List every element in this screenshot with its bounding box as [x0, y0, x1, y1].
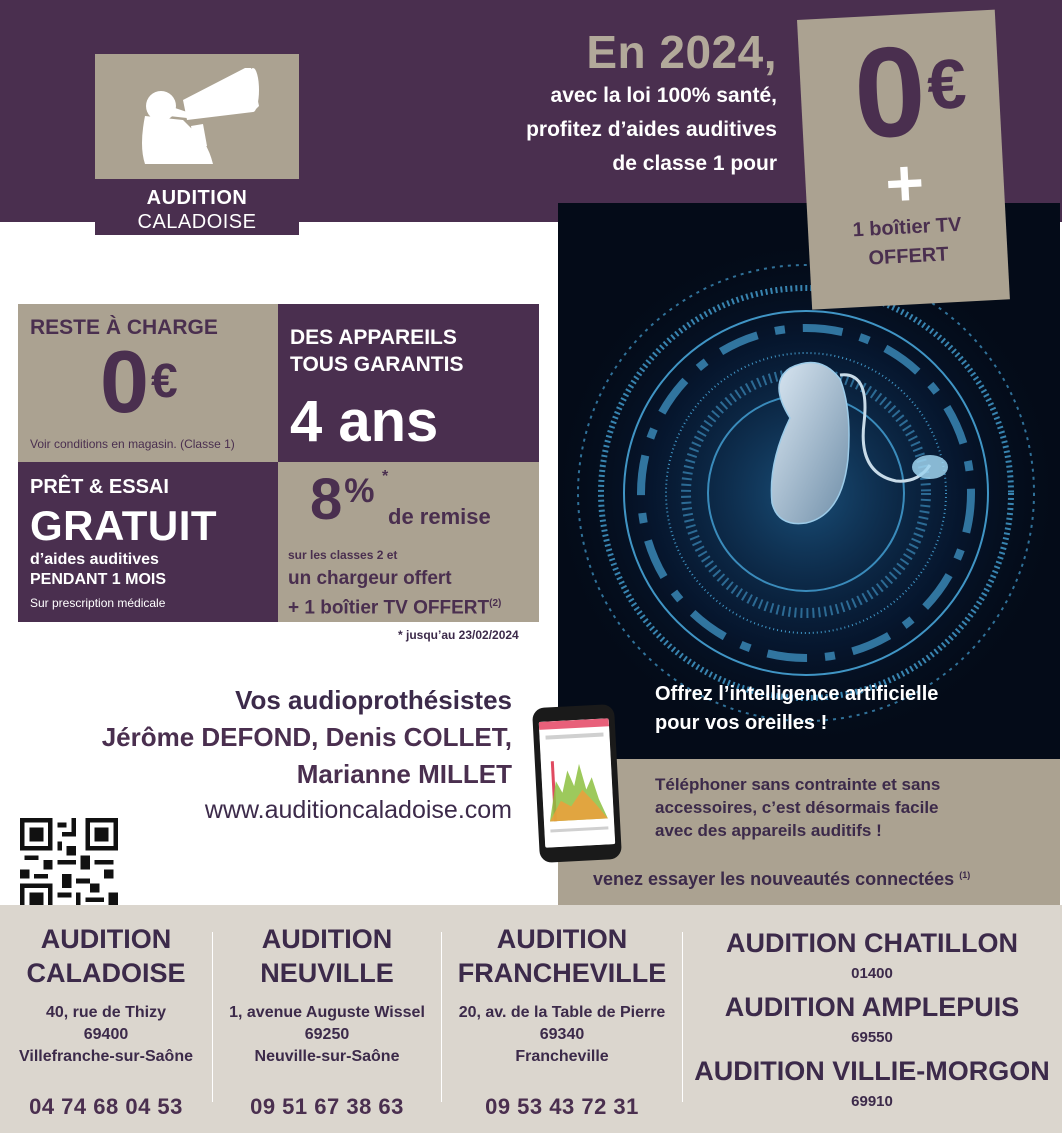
store-name-line2: FRANCHEVILLE [457, 958, 667, 988]
store-address [213, 1002, 441, 1068]
phone-line1: Téléphoner sans contrainte et sans [655, 775, 941, 794]
offer-garantie [278, 304, 539, 462]
essai-desc [30, 550, 166, 590]
remise-extras [288, 566, 501, 620]
store-phone[interactable]: 04 74 68 04 53 [29, 1094, 183, 1119]
store-city: Neuville-sur-Saône [254, 1048, 400, 1065]
remise-line2: + 1 boîtier TV OFFERT [288, 597, 490, 619]
garantie-line2: TOUS GARANTIS [290, 353, 464, 376]
headline-line2: profitez d’aides auditives [526, 118, 777, 141]
store-name-line1: AUDITION [261, 924, 393, 954]
tag-offer-line2: OFFERT [868, 243, 950, 270]
price-tag [797, 10, 1010, 310]
brand-name-line1: AUDITION [146, 187, 248, 209]
qr-code-image [20, 818, 118, 916]
offer-essai [18, 462, 278, 622]
garantie-title [290, 324, 463, 378]
smartphone-image [532, 704, 622, 863]
staff-heading: Vos audioprothésistes [235, 685, 512, 715]
store-postcode: 69400 [83, 1026, 129, 1043]
remise-line1: un chargeur offert [288, 568, 452, 589]
headline [526, 25, 777, 181]
headline-year: En 2024, [586, 26, 777, 78]
reste-title: RESTE À CHARGE [30, 316, 218, 339]
store-street: 20, av. de la Table de Pierre [458, 1004, 666, 1021]
ai-line1: Offrez l’intelligence artificielle [655, 683, 939, 705]
store-postcode: 69340 [539, 1026, 585, 1043]
store-name-line2: CALADOISE [26, 958, 186, 988]
try-ref: (1) [959, 870, 971, 880]
tag-plus: + [883, 144, 926, 221]
tag-amount: 0 € [850, 19, 969, 167]
store-city: Francheville [515, 1048, 609, 1065]
essai-line2: d’aides auditives [30, 551, 159, 568]
brand-name-bar [95, 179, 299, 235]
store-francheville [442, 922, 682, 1119]
other-stores [683, 928, 1061, 1110]
store-name-line2: NEUVILLE [260, 958, 394, 988]
other-store-postcode: 01400 [851, 965, 893, 982]
store-name-line1: AUDITION [40, 924, 172, 954]
remise-label: de remise [388, 504, 491, 529]
garantie-line1: DES APPAREILS [290, 326, 457, 349]
remise-value: 8 % [310, 467, 375, 532]
store-street: 40, rue de Thizy [45, 1004, 167, 1021]
qr-code[interactable] [18, 816, 120, 918]
brand-name-line2: CALADOISE [137, 211, 257, 233]
phone-line2: accessoires, c’est désormais facile [655, 798, 939, 817]
other-store-name: AUDITION AMPLEPUIS [724, 992, 1020, 1022]
offer-footnote: * jusqu’au 23/02/2024 [398, 628, 519, 642]
store-name-line1: AUDITION [496, 924, 628, 954]
store-city: Villefranche-sur-Saône [19, 1048, 193, 1065]
offer-reste-a-charge [18, 304, 278, 462]
essai-title: PRÊT & ESSAI [30, 476, 169, 498]
phone-text [655, 773, 940, 842]
store-address [0, 1002, 212, 1068]
store-phone[interactable]: 09 51 67 38 63 [250, 1094, 404, 1119]
store-neuville [213, 922, 441, 1119]
headline-line3: de classe 1 pour [612, 152, 777, 175]
other-store-postcode: 69550 [851, 1029, 893, 1046]
phone-line3: avec des appareils auditifs ! [655, 821, 882, 840]
other-store-name: AUDITION CHATILLON [726, 928, 1018, 958]
staff-block [102, 685, 512, 825]
staff-names1: Jérôme DEFOND, Denis COLLET, [101, 722, 512, 752]
chart-screen-illustration [539, 718, 615, 847]
staff-names2: Marianne MILLET [296, 759, 512, 789]
tag-offer-line1: 1 boîtier TV [852, 213, 962, 242]
essai-note: Sur prescription médicale [30, 596, 166, 610]
offer-remise [278, 462, 539, 622]
ai-line2: pour vos oreilles ! [655, 712, 828, 734]
ai-tagline [655, 680, 938, 738]
essai-line3: PENDANT 1 MOIS [30, 571, 167, 588]
headline-line1: avec la loi 100% santé, [550, 84, 777, 107]
phone-screen [539, 718, 615, 847]
reste-currency: € [150, 355, 178, 408]
remise-star: * [382, 468, 389, 485]
store-postcode: 69250 [304, 1026, 350, 1043]
offers-grid [18, 304, 539, 622]
reste-note: Voir conditions en magasin. (Classe 1) [30, 437, 235, 451]
megaphone-person-icon [95, 54, 299, 179]
website-link[interactable]: www.auditioncaladoise.com [204, 796, 512, 824]
store-address [442, 1002, 682, 1068]
garantie-duration: 4 ans [290, 389, 439, 454]
brand-logo [95, 54, 299, 235]
remise-line2-wrap [288, 591, 501, 620]
store-phone[interactable]: 09 53 43 72 31 [485, 1094, 639, 1119]
remise-sub: sur les classes 2 et [288, 548, 398, 562]
reste-amount: 0 € [100, 332, 178, 431]
remise-ref: (2) [489, 598, 502, 609]
try-text: venez essayer les nouveautés connectées $^{(1)}$ [593, 869, 971, 889]
other-store-postcode: 69910 [851, 1093, 893, 1110]
other-store-name: AUDITION VILLIE-MORGON [694, 1056, 1050, 1086]
remise-pct: % [344, 472, 375, 510]
store-street: 1, avenue Auguste Wissel [229, 1004, 425, 1021]
essai-big: GRATUIT [30, 502, 218, 549]
tag-currency: € [925, 44, 969, 125]
store-caladoise [0, 922, 212, 1119]
